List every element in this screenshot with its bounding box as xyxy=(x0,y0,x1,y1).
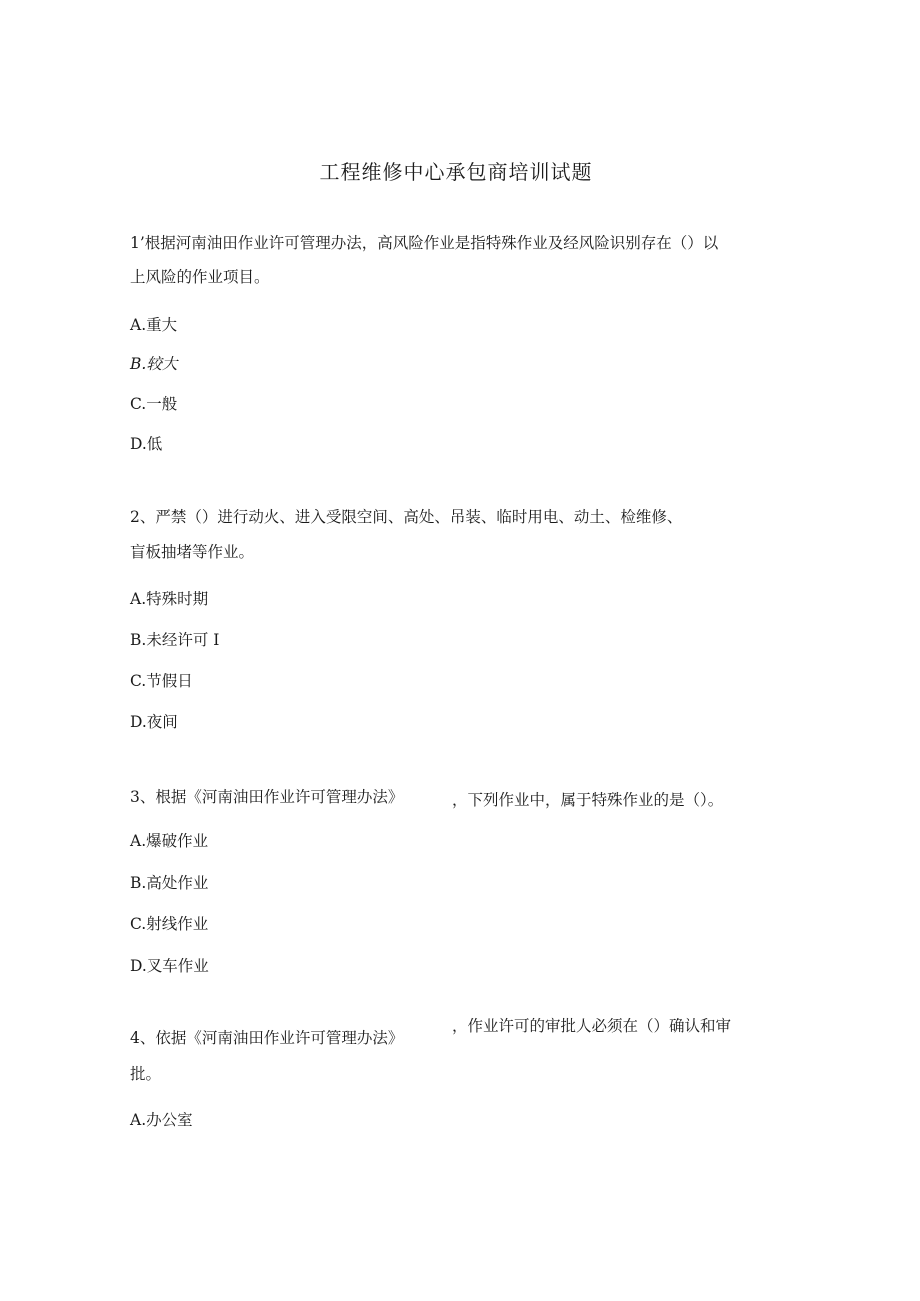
question-2-option-c: C.节假日 xyxy=(130,672,193,690)
question-3-text-left: 3、根据《河南油田作业许可管理办法》 xyxy=(130,788,404,806)
question-2-text-line-1: 2、严禁（）进行动火、进入受限空间、高处、吊装、临时用电、动土、检维修、 xyxy=(130,508,683,526)
question-1-text-line-1: 1’根据河南油田作业许可管理办法，高风险作业是指特殊作业及经风险识别存在（）以 xyxy=(130,234,719,252)
question-4-text-left: 4、依据《河南油田作业许可管理办法》 xyxy=(130,1029,404,1047)
question-4-text-line-2: 批。 xyxy=(130,1065,162,1083)
question-3-option-b: B.高处作业 xyxy=(130,874,209,892)
page-title: 工程维修中心承包商培训试题 xyxy=(319,160,593,184)
question-2-text-line-2: 盲板抽堵等作业。 xyxy=(130,543,255,561)
question-4-text-right: ，作业许可的审批人必须在（）确认和审 xyxy=(452,1017,732,1035)
question-2-option-d: D.夜间 xyxy=(130,713,178,731)
question-3-option-a: A.爆破作业 xyxy=(130,832,209,850)
question-1-option-d: D.低 xyxy=(130,435,163,453)
question-4-option-a: A.办公室 xyxy=(130,1111,193,1129)
question-1-option-b: B.较大 xyxy=(130,355,178,373)
question-3-text-right: ，下列作业中，属于特殊作业的是（）。 xyxy=(452,791,724,809)
question-2-option-b: B.未经许可 I xyxy=(130,631,220,649)
question-2-option-a: A.特殊时期 xyxy=(130,590,209,608)
question-3-option-c: C.射线作业 xyxy=(130,915,209,933)
question-1-option-c: C.一般 xyxy=(130,395,178,413)
question-1-text-line-2: 上风险的作业项目。 xyxy=(130,268,270,286)
question-1-option-a: A.重大 xyxy=(130,316,178,334)
question-3-option-d: D.叉车作业 xyxy=(130,957,209,975)
